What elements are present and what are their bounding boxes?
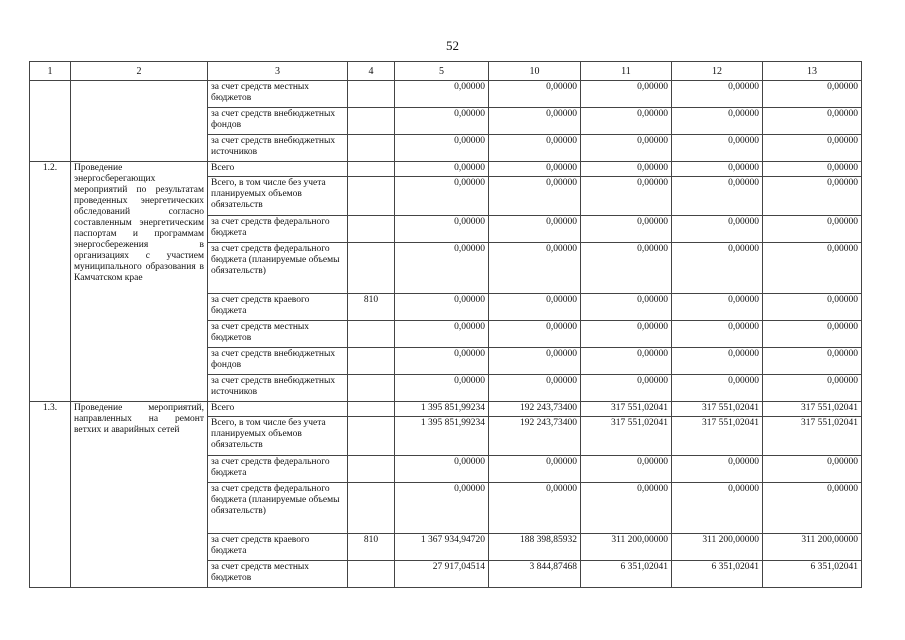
amount-cell: 0,00000 <box>581 321 672 348</box>
amount-cell: 317 551,02041 <box>763 417 862 456</box>
amount-cell: 0,00000 <box>763 321 862 348</box>
amount-cell: 0,00000 <box>581 483 672 534</box>
funding-source-cell: за счет средств внебюджетных фондов <box>208 348 348 375</box>
amount-cell: 0,00000 <box>395 162 489 177</box>
amount-cell: 192 243,73400 <box>489 417 581 456</box>
amount-cell: 0,00000 <box>672 135 763 162</box>
column-header-2: 2 <box>71 62 208 81</box>
budget-code-cell <box>348 417 395 456</box>
funding-source-cell: за счет средств краевого бюджета <box>208 294 348 321</box>
amount-cell: 3 844,87468 <box>489 561 581 588</box>
amount-cell: 188 398,85932 <box>489 534 581 561</box>
amount-cell: 0,00000 <box>581 162 672 177</box>
amount-cell: 0,00000 <box>489 216 581 243</box>
amount-cell: 6 351,02041 <box>763 561 862 588</box>
funding-source-cell: Всего, в том числе без учета планируемых объемов обязательств <box>208 177 348 216</box>
amount-cell: 0,00000 <box>672 348 763 375</box>
amount-cell: 0,00000 <box>763 135 862 162</box>
amount-cell: 0,00000 <box>395 483 489 534</box>
amount-cell: 0,00000 <box>489 348 581 375</box>
budget-code-cell <box>348 348 395 375</box>
amount-cell: 0,00000 <box>763 456 862 483</box>
amount-cell: 0,00000 <box>395 294 489 321</box>
amount-cell: 311 200,00000 <box>763 534 862 561</box>
amount-cell: 0,00000 <box>581 375 672 402</box>
amount-cell: 0,00000 <box>489 177 581 216</box>
amount-cell: 0,00000 <box>763 348 862 375</box>
column-header-4: 4 <box>348 62 395 81</box>
amount-cell: 317 551,02041 <box>581 417 672 456</box>
funding-source-cell: за счет средств федерального бюджета (планируемые объемы обязательств) <box>208 243 348 294</box>
amount-cell: 0,00000 <box>489 321 581 348</box>
amount-cell: 0,00000 <box>672 108 763 135</box>
amount-cell: 0,00000 <box>763 108 862 135</box>
amount-cell: 0,00000 <box>581 108 672 135</box>
amount-cell: 0,00000 <box>672 483 763 534</box>
amount-cell: 0,00000 <box>395 456 489 483</box>
budget-code-cell <box>348 216 395 243</box>
budget-code-cell <box>348 456 395 483</box>
activity-description-cell: Проведение мероприятий, направленных на ремонт ветхих и аварийных сетей <box>71 402 208 588</box>
funding-source-cell: за счет средств внебюджетных источников <box>208 375 348 402</box>
funding-source-cell: за счет средств местных бюджетов <box>208 561 348 588</box>
amount-cell: 0,00000 <box>395 108 489 135</box>
amount-cell: 6 351,02041 <box>672 561 763 588</box>
funding-source-cell: Всего <box>208 402 348 417</box>
amount-cell: 0,00000 <box>581 294 672 321</box>
amount-cell: 0,00000 <box>395 348 489 375</box>
amount-cell: 0,00000 <box>489 483 581 534</box>
amount-cell: 0,00000 <box>763 243 862 294</box>
amount-cell: 317 551,02041 <box>763 402 862 417</box>
budget-table <box>29 61 862 588</box>
amount-cell: 0,00000 <box>672 243 763 294</box>
table-row <box>30 402 862 417</box>
amount-cell: 0,00000 <box>581 216 672 243</box>
column-header-8: 12 <box>672 62 763 81</box>
funding-source-cell: за счет средств внебюджетных источников <box>208 135 348 162</box>
amount-cell: 0,00000 <box>489 294 581 321</box>
budget-code-cell <box>348 561 395 588</box>
budget-code-cell <box>348 81 395 108</box>
budget-code-cell <box>348 243 395 294</box>
amount-cell: 6 351,02041 <box>581 561 672 588</box>
budget-code-cell <box>348 483 395 534</box>
amount-cell: 0,00000 <box>672 456 763 483</box>
amount-cell: 0,00000 <box>672 81 763 108</box>
item-number-cell: 1.3. <box>30 402 71 588</box>
amount-cell: 0,00000 <box>581 177 672 216</box>
amount-cell: 0,00000 <box>395 81 489 108</box>
amount-cell: 317 551,02041 <box>581 402 672 417</box>
header-row <box>30 62 862 81</box>
amount-cell: 0,00000 <box>581 456 672 483</box>
table-row <box>30 81 862 108</box>
amount-cell: 0,00000 <box>395 135 489 162</box>
amount-cell: 0,00000 <box>489 375 581 402</box>
funding-source-cell: Всего, в том числе без учета планируемых объемов обязательств <box>208 417 348 456</box>
amount-cell: 1 395 851,99234 <box>395 402 489 417</box>
amount-cell: 0,00000 <box>581 243 672 294</box>
amount-cell: 27 917,04514 <box>395 561 489 588</box>
funding-source-cell: за счет средств местных бюджетов <box>208 81 348 108</box>
budget-code-cell: 810 <box>348 534 395 561</box>
column-header-7: 11 <box>581 62 672 81</box>
page-number: 52 <box>446 38 459 53</box>
funding-source-cell: Всего <box>208 162 348 177</box>
funding-source-cell: за счет средств федерального бюджета (планируемые объемы обязательств) <box>208 483 348 534</box>
funding-source-cell: за счет средств местных бюджетов <box>208 321 348 348</box>
column-header-5: 5 <box>395 62 489 81</box>
amount-cell: 311 200,00000 <box>581 534 672 561</box>
amount-cell: 0,00000 <box>489 162 581 177</box>
amount-cell: 0,00000 <box>763 294 862 321</box>
amount-cell: 0,00000 <box>489 81 581 108</box>
amount-cell: 0,00000 <box>763 375 862 402</box>
amount-cell: 0,00000 <box>489 108 581 135</box>
budget-code-cell <box>348 321 395 348</box>
amount-cell: 0,00000 <box>763 162 862 177</box>
amount-cell: 0,00000 <box>395 216 489 243</box>
amount-cell: 1 367 934,94720 <box>395 534 489 561</box>
budget-code-cell <box>348 402 395 417</box>
column-header-9: 13 <box>763 62 862 81</box>
funding-source-cell: за счет средств внебюджетных фондов <box>208 108 348 135</box>
amount-cell: 0,00000 <box>672 162 763 177</box>
funding-source-cell: за счет средств федерального бюджета <box>208 216 348 243</box>
column-header-1: 1 <box>30 62 71 81</box>
amount-cell: 0,00000 <box>672 216 763 243</box>
amount-cell: 1 395 851,99234 <box>395 417 489 456</box>
amount-cell: 192 243,73400 <box>489 402 581 417</box>
amount-cell: 317 551,02041 <box>672 417 763 456</box>
amount-cell: 0,00000 <box>395 177 489 216</box>
amount-cell: 0,00000 <box>581 135 672 162</box>
amount-cell: 0,00000 <box>395 375 489 402</box>
amount-cell: 0,00000 <box>763 483 862 534</box>
funding-source-cell: за счет средств федерального бюджета <box>208 456 348 483</box>
amount-cell: 0,00000 <box>581 348 672 375</box>
budget-code-cell <box>348 162 395 177</box>
amount-cell: 0,00000 <box>672 375 763 402</box>
amount-cell: 0,00000 <box>489 456 581 483</box>
column-header-3: 3 <box>208 62 348 81</box>
amount-cell: 0,00000 <box>672 321 763 348</box>
funding-source-cell: за счет средств краевого бюджета <box>208 534 348 561</box>
table-row <box>30 162 862 177</box>
amount-cell: 0,00000 <box>489 135 581 162</box>
amount-cell: 311 200,00000 <box>672 534 763 561</box>
activity-description-cell <box>71 81 208 162</box>
budget-code-cell: 810 <box>348 294 395 321</box>
amount-cell: 0,00000 <box>763 216 862 243</box>
item-number-cell <box>30 81 71 162</box>
budget-code-cell <box>348 177 395 216</box>
amount-cell: 0,00000 <box>395 243 489 294</box>
amount-cell: 0,00000 <box>763 177 862 216</box>
amount-cell: 0,00000 <box>672 177 763 216</box>
amount-cell: 0,00000 <box>763 81 862 108</box>
amount-cell: 0,00000 <box>489 243 581 294</box>
column-header-6: 10 <box>489 62 581 81</box>
amount-cell: 317 551,02041 <box>672 402 763 417</box>
amount-cell: 0,00000 <box>672 294 763 321</box>
amount-cell: 0,00000 <box>581 81 672 108</box>
amount-cell: 0,00000 <box>395 321 489 348</box>
item-number-cell: 1.2. <box>30 162 71 402</box>
budget-code-cell <box>348 135 395 162</box>
budget-code-cell <box>348 375 395 402</box>
table-body <box>30 81 862 588</box>
budget-code-cell <box>348 108 395 135</box>
activity-description-cell: Проведение энергосберегающих мероприятий по результатам проведенных энергетических обследований согласно составленным энергетическим паспортам и программам энергосбережения в организациях с участием муниципального образования в Камчатском крае <box>71 162 208 402</box>
